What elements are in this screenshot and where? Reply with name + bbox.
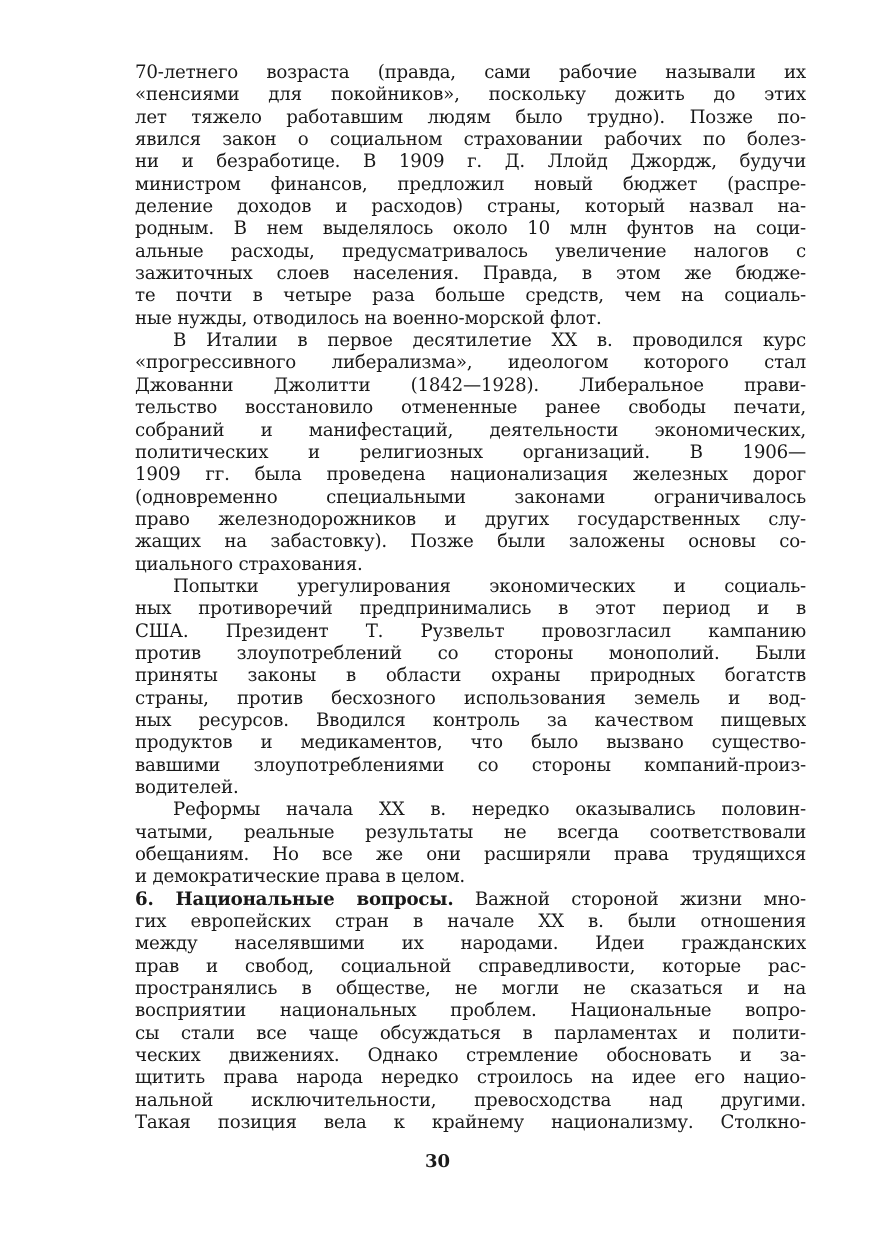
page-body-text — [135, 62, 806, 1135]
text-line: и демократические права в целом. — [135, 866, 465, 888]
text-line: (одновременно специальными законами ограничивалось — [135, 486, 806, 508]
text-line: жащих на забастовку). Позже были заложены основы со- — [135, 531, 806, 553]
text-line: деление доходов и расходов) страны, который назвал на- — [135, 196, 806, 218]
line-text: Важной стороной жизни мно- — [453, 888, 806, 910]
text-line: восприятии национальных проблем. Национальные вопро- — [135, 1000, 806, 1022]
text-line: зажиточных слоев населения. Правда, в этом же бюдже- — [135, 263, 806, 285]
text-line: продуктов и медикаментов, что было вызвано существо- — [135, 732, 806, 754]
text-line: собраний и манифестаций, деятельности экономических, — [135, 419, 806, 441]
text-line: чатыми, реальные результаты не всегда соответствовали — [135, 821, 806, 843]
text-line: те почти в четыре раза больше средств, чем на социаль- — [135, 285, 806, 307]
text-line: обещаниям. Но все же они расширяли права трудящихся — [135, 844, 806, 866]
text-line: против злоупотреблений со стороны монополий. Были — [135, 642, 806, 664]
text-line: Такая позиция вела к крайнему национализму. Столкно- — [135, 1112, 806, 1134]
page-number: 30 — [424, 1151, 451, 1172]
text-line: приняты законы в области охраны природных богатств — [135, 665, 806, 687]
text-line: прав и свобод, социальной справедливости, которые рас- — [135, 955, 806, 977]
text-line: циального страхования. — [135, 553, 363, 575]
text-line: вавшими злоупотреблениями со стороны компаний-произ- — [135, 754, 806, 776]
text-line: политических и религиозных организаций. В 1906— — [135, 441, 806, 463]
text-line: нальной исключительности, превосходства над другими. — [135, 1089, 806, 1111]
text-line: 70-летнего возраста (правда, сами рабочие называли их — [135, 62, 806, 83]
text-line: сы стали все чаще обсуждаться в парламентах и полити- — [135, 1022, 806, 1044]
text-line: лет тяжело работавшим людям было трудно). Позже по- — [135, 106, 806, 128]
text-line: «пенсиями для покойников», поскольку дожить до этих — [135, 84, 806, 106]
text-line: «прогрессивного либерализма», идеологом которого стал — [135, 352, 806, 374]
section-heading: 6. Национальные вопросы. — [135, 888, 454, 910]
text-line: между населявшими их народами. Идеи гражданских — [135, 933, 806, 955]
text-line — [135, 889, 806, 911]
text-line: министром финансов, предложил новый бюджет (распре- — [135, 173, 806, 195]
text-line: явился закон о социальном страховании рабочих по болез- — [135, 129, 806, 151]
text-line: ных ресурсов. Вводился контроль за качеством пищевых — [135, 709, 806, 731]
text-line: водителей. — [135, 777, 239, 798]
text-line: пространялись в обществе, не могли не сказаться и на — [135, 978, 806, 1000]
text-line: ческих движениях. Однако стремление обосновать и за- — [135, 1045, 806, 1067]
text-line: право железнодорожников и других государственных слу- — [135, 508, 806, 530]
text-line: Попытки урегулирования экономических и социаль- — [173, 575, 806, 597]
text-line: Джованни Джолитти (1842—1928). Либеральное прави- — [135, 374, 806, 396]
text-line: В Италии в первое десятилетие XX в. проводился курс — [173, 330, 806, 352]
text-line: альные расходы, предусматривалось увеличение налогов с — [135, 240, 806, 262]
text-line: родным. В нем выделялось около 10 млн фунтов на соци- — [135, 218, 806, 240]
text-line: Реформы начала XX в. нередко оказывались половин- — [173, 799, 806, 821]
text-line: ные нужды, отводилось на военно-морской флот. — [135, 307, 602, 329]
text-line: страны, против бесхозного использования земель и вод- — [135, 687, 806, 709]
text-line: ни и безработице. В 1909 г. Д. Ллойд Джордж, будучи — [135, 151, 806, 173]
text-line: ных противоречий предпринимались в этот период и в — [135, 598, 806, 620]
text-line: гих европейских стран в начале XX в. были отношения — [135, 911, 806, 933]
text-line: щитить права народа нередко строилось на идее его нацио- — [135, 1067, 806, 1089]
text-line: США. Президент Т. Рузвельт провозгласил кампанию — [135, 620, 806, 642]
text-line: тельство восстановило отмененные ранее свободы печати, — [135, 397, 806, 419]
text-line: 1909 гг. была проведена национализация железных дорог — [135, 464, 806, 486]
